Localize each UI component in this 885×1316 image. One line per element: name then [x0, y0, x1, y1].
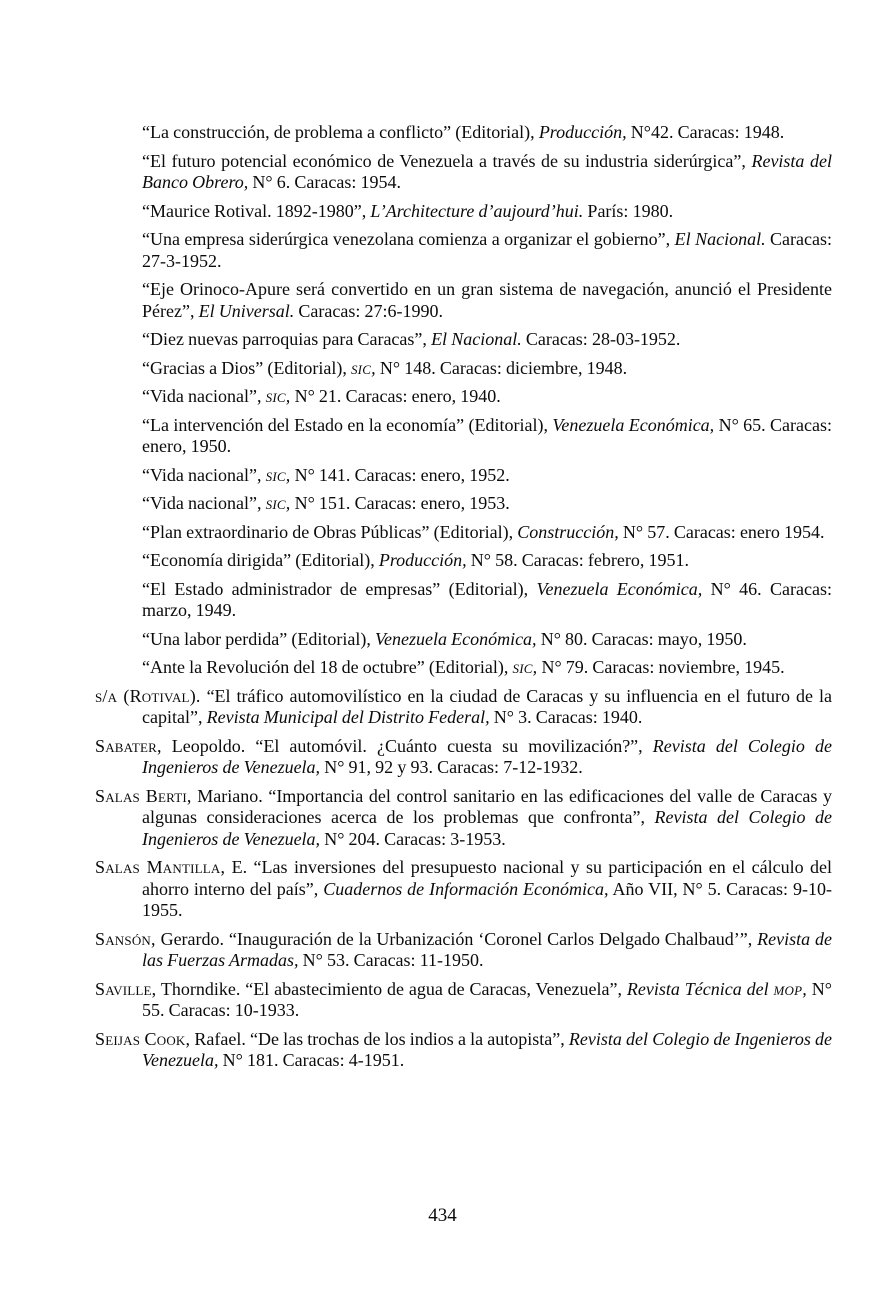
entry-text: “El tráfico automovilístico en la ciudad de Caracas y su influencia en el futuro de la capital”,	[142, 685, 832, 727]
bibliography-entry	[95, 857, 832, 922]
entry-text: Mariano. “Importancia del control sanitario en las edificaciones del valle de Caracas y algunas consideraciones acerca de los problemas que confronta”,	[142, 785, 832, 827]
entry-text: “Vida nacional”,	[142, 464, 266, 485]
entry-text: N° 148. Caracas: diciembre, 1948.	[375, 357, 628, 378]
entry-text: E. “Las inversiones del presupuesto nacional y su participación en el cálculo del ahorro interno del país”,	[142, 857, 832, 899]
entry-text: “La construcción, de problema a conflicto” (Editorial),	[142, 122, 539, 142]
author-name: Saville,	[95, 978, 157, 999]
entry-text: N° 91, 92 y 93. Caracas: 7-12-1932.	[320, 757, 583, 777]
bibliography-entry	[142, 657, 832, 679]
entry-text: N° 151. Caracas: enero, 1953.	[290, 493, 510, 513]
entry-text: N° 181. Caracas: 4-1951.	[218, 1050, 405, 1070]
entry-text: “Una labor perdida” (Editorial),	[142, 628, 375, 649]
journal-title: Venezuela Económica,	[374, 628, 537, 649]
bibliography-entry	[142, 279, 832, 322]
entry-text: “Ante la Revolución del 18 de octubre” (Editorial),	[142, 657, 513, 677]
bibliography-entry	[95, 1029, 832, 1072]
bibliography-entry	[142, 550, 832, 572]
entry-text: Caracas: 27-3-1952.	[142, 229, 832, 271]
author-name: Seijas Cook,	[95, 1028, 191, 1049]
bibliography-entry	[142, 122, 832, 144]
bibliography-entry	[142, 329, 832, 351]
journal-title: Construcción,	[517, 521, 619, 542]
journal-title: Revista del Colegio de Ingenieros de Venezuela,	[142, 807, 832, 849]
entry-text: N° 21. Caracas: enero, 1940.	[290, 386, 501, 406]
journal-title: L’Architecture d’aujourd’hui.	[370, 200, 584, 221]
entry-text: Año VII, N° 5. Caracas: 9-10-1955.	[142, 878, 832, 920]
entry-text: “La intervención del Estado en la economía” (Editorial),	[142, 414, 553, 435]
bibliography-entry	[142, 522, 832, 544]
author-name: Salas Berti,	[95, 785, 192, 806]
entry-text: N° 55. Caracas: 10-1933.	[142, 978, 832, 1020]
entry-text: “Una empresa siderúrgica venezolana comienza a organizar el gobierno”,	[142, 229, 675, 249]
bibliography-entry	[142, 151, 832, 194]
entry-text: N° 79. Caracas: noviembre, 1945.	[537, 657, 785, 677]
entry-text: N° 3. Caracas: 1940.	[489, 707, 643, 727]
journal-title: Revista Técnica del	[626, 978, 774, 999]
bibliography-entry	[142, 358, 832, 380]
author-name: Sabater,	[95, 735, 162, 756]
entry-text: “Eje Orinoco-Apure será convertido en un gran sistema de navegación, anunció el Presidente Pérez”,	[142, 279, 832, 321]
entry-text: “Vida nacional”,	[142, 386, 266, 406]
entry-text: Rafael. “De las trochas de los indios a la autopista”,	[190, 1028, 569, 1049]
entry-text: Gerardo. “Inauguración de la Urbanización ‘Coronel Carlos Delgado Chalbaud’”,	[155, 928, 758, 949]
entry-text: N° 57. Caracas: enero 1954.	[618, 521, 825, 542]
entry-text: N° 46. Caracas: marzo, 1949.	[142, 578, 832, 620]
journal-title: Cuadernos de Información Económica,	[323, 878, 609, 899]
entry-text: “Maurice Rotival. 1892-1980”,	[142, 200, 371, 221]
entry-text: Caracas: 28-03-1952.	[521, 329, 681, 349]
entry-text: Thorndike. “El abastecimiento de agua de Caracas, Venezuela”,	[156, 978, 627, 999]
bibliography-entry	[95, 929, 832, 972]
bibliography-entry	[95, 736, 832, 779]
bibliography-entry	[142, 415, 832, 458]
bibliography-entry	[142, 229, 832, 272]
entry-text: N° 204. Caracas: 3-1953.	[320, 828, 506, 849]
bibliography-entry	[95, 979, 832, 1022]
entry-text: “Vida nacional”,	[142, 493, 266, 513]
journal-abbrev: sic,	[512, 657, 538, 677]
journal-title: Venezuela Económica,	[552, 414, 715, 435]
journal-title: Producción,	[538, 122, 627, 142]
bibliography-entry	[142, 201, 832, 223]
entry-text: Caracas: 27:6-1990.	[294, 300, 443, 321]
bibliography-entry	[142, 465, 832, 487]
entry-text: “El futuro potencial económico de Venezuela a través de su industria siderúrgica”,	[142, 150, 752, 171]
entry-text: N°42. Caracas: 1948.	[626, 122, 785, 142]
entry-text: “El Estado administrador de empresas” (Editorial),	[142, 578, 537, 599]
author-name: Salas Mantilla,	[95, 857, 226, 877]
entry-text: “Diez nuevas parroquias para Caracas”,	[142, 329, 432, 349]
bibliography-entry	[142, 579, 832, 622]
bibliography-entries	[95, 122, 832, 1079]
journal-abbrev: sic,	[265, 493, 291, 513]
journal-title: Revista del Banco Obrero,	[142, 150, 832, 192]
entry-text: Leopoldo. “El automóvil. ¿Cuánto cuesta su movilización?”,	[161, 735, 653, 756]
page-number: 434	[428, 1205, 457, 1226]
entry-text: N° 80. Caracas: mayo, 1950.	[536, 628, 747, 649]
entry-text: N° 58. Caracas: febrero, 1951.	[466, 550, 689, 570]
entry-text: N° 53. Caracas: 11-1950.	[298, 950, 484, 970]
bibliography-entry	[95, 686, 832, 729]
entry-text: N° 141. Caracas: enero, 1952.	[290, 464, 510, 485]
journal-title: Venezuela Económica,	[536, 578, 703, 599]
author-name: Sansón,	[95, 928, 156, 949]
journal-title: Producción,	[378, 550, 467, 570]
journal-abbrev: sic,	[265, 386, 291, 406]
journal-abbrev: sic,	[350, 357, 376, 378]
bibliography-entry	[142, 493, 832, 515]
entry-text: N° 65. Caracas: enero, 1950.	[142, 414, 832, 456]
journal-abbrev: mop,	[773, 978, 807, 999]
bibliography-entry	[95, 786, 832, 851]
journal-title: El Nacional.	[431, 329, 522, 349]
bibliography-entry	[142, 386, 832, 408]
journal-title: El Nacional.	[674, 229, 766, 249]
entry-text: “Plan extraordinario de Obras Públicas” (Editorial),	[142, 521, 518, 542]
entry-text: París: 1980.	[583, 200, 674, 221]
author-name: s/a (Rotival).	[95, 685, 201, 706]
journal-title: Revista del Colegio de Ingenieros de Venezuela,	[142, 735, 832, 777]
journal-title: Revista de las Fuerzas Armadas,	[142, 928, 832, 970]
journal-title: Revista del Colegio de Ingenieros de Venezuela,	[142, 1028, 832, 1070]
entry-text: “Gracias a Dios” (Editorial),	[142, 357, 351, 378]
entry-text: “Economía dirigida” (Editorial),	[142, 550, 379, 570]
journal-abbrev: sic,	[265, 464, 291, 485]
bibliography-entry	[142, 629, 832, 651]
journal-title: El Universal.	[198, 300, 295, 321]
journal-title: Revista Municipal del Distrito Federal,	[206, 707, 490, 727]
entry-text: N° 6. Caracas: 1954.	[248, 172, 402, 192]
